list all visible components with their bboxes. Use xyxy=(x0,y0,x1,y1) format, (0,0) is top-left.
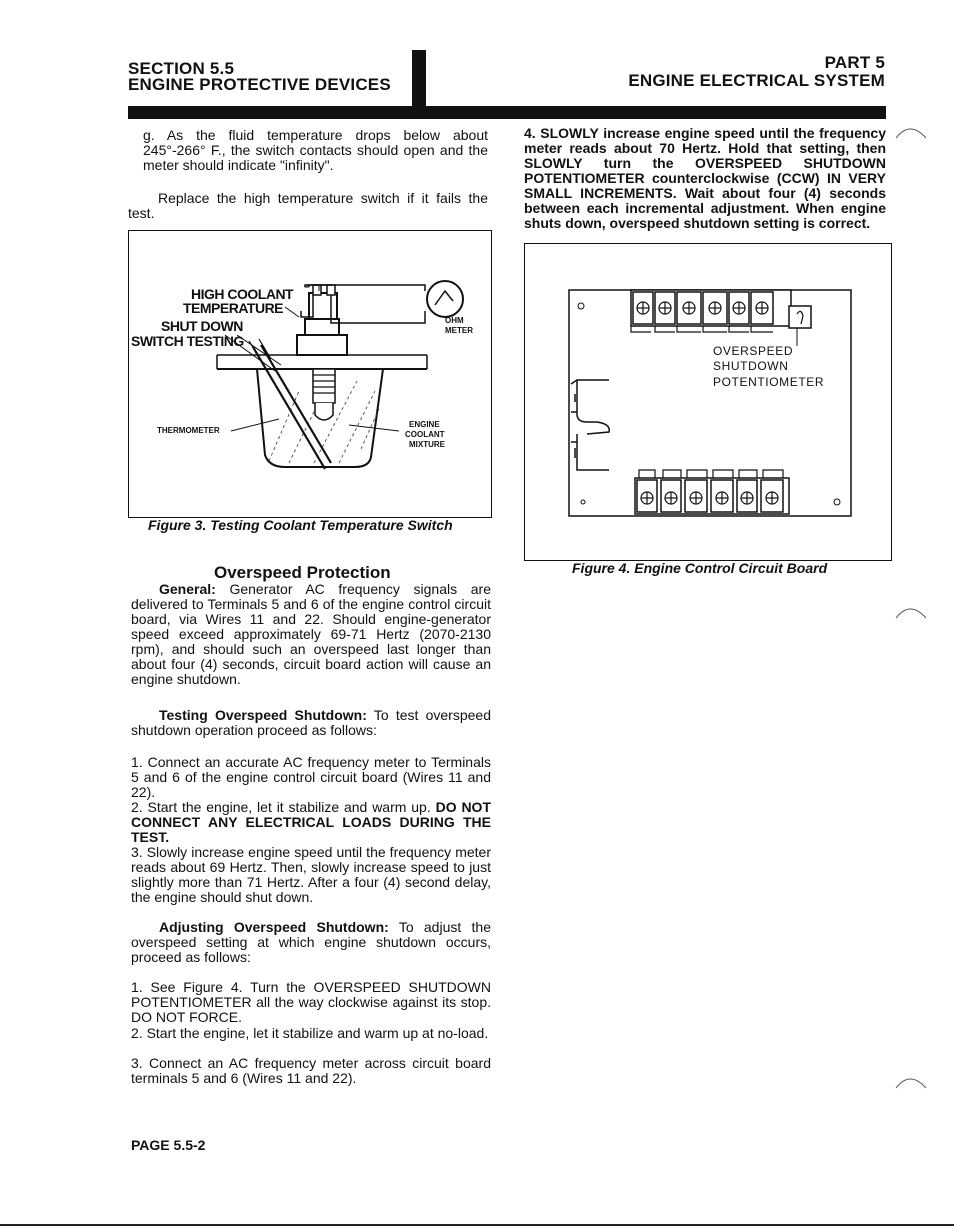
test-step-1: 1. Connect an accurate AC frequency meter to Terminals 5 and 6 of the engine control circuit board (Wires 11 and 22). xyxy=(131,754,491,800)
figure3-caption: Figure 3. Testing Coolant Temperature Switch xyxy=(148,517,453,533)
figure4-frame xyxy=(524,243,892,561)
testing-text: To test overspeed shutdown operation proceed as follows: xyxy=(131,707,491,738)
test-step-2-text: 2. Start the engine, let it stabilize and warm up. xyxy=(131,799,436,815)
general-paragraph xyxy=(131,582,491,687)
replace-paragraph: Replace the high temperature switch if it fails the test. xyxy=(128,190,488,221)
potentiometer-label-3: POTENTIOMETER xyxy=(713,375,825,389)
label-meter: METER xyxy=(445,326,473,335)
paragraph-g: g. As the fluid temperature drops below about 245°-266° F., the switch contacts should open and the meter should indicate "infinity". xyxy=(143,127,488,173)
label-temperature: TEMPERATURE xyxy=(183,300,284,316)
general-text: Generator AC frequency signals are delivered to Terminals 5 and 6 of the engine control circuit board, via Wires 11 and 22. Should engine-generator speed exceed approximately 69-71 Hertz (2070-2130 rpm), and should such an overspeed last longer than about four (4) seconds, circuit board action will cause an engine shutdown. xyxy=(131,581,491,687)
figure3-frame xyxy=(128,230,492,518)
potentiometer-label-1: OVERSPEED xyxy=(713,344,794,358)
label-engine: ENGINE xyxy=(409,420,440,429)
binder-hole-marks xyxy=(892,118,932,1118)
test-step-3: 3. Slowly increase engine speed until the frequency meter reads about 69 Hertz. Then, slowly increase speed to just slightly more than 71 Hertz. After a four (4) second delay, the engine should shut down. xyxy=(131,844,491,905)
test-step-2-warning: DO NOT CONNECT ANY ELECTRICAL LOADS DURING THE TEST. xyxy=(131,799,491,845)
general-lead: General: xyxy=(159,581,216,597)
part-number: PART 5 xyxy=(824,53,885,72)
potentiometer-label-2: SHUTDOWN xyxy=(713,359,789,373)
label-shut-down: SHUT DOWN xyxy=(161,318,243,334)
page-number: PAGE 5.5-2 xyxy=(131,1137,206,1153)
control-board-diagram xyxy=(525,244,891,560)
label-thermometer: THERMOMETER xyxy=(157,426,220,435)
label-switch-testing: SWITCH TESTING xyxy=(131,333,244,349)
section-number: SECTION 5.5 xyxy=(128,59,235,78)
adjust-step-3: 3. Connect an AC frequency meter across circuit board terminals 5 and 6 (Wires 11 and 22). xyxy=(131,1055,491,1086)
adjusting-paragraph xyxy=(131,920,491,965)
adjust-step-4: 4. SLOWLY increase engine speed until the frequency meter reads about 70 Hertz. Hold that setting, then SLOWLY turn the OVERSPEED SHUTDOWN POTENTIOMETER counterclockwise (CCW) IN VERY SMALL INCREMENTS. Wait about four (4) seconds between each incremental adjustment. When engine shuts down, overspeed shutdown setting is correct. xyxy=(524,125,886,231)
testing-lead: Testing Overspeed Shutdown: xyxy=(159,707,367,723)
footer-rule xyxy=(0,1224,954,1226)
adjust-step-2: 2. Start the engine, let it stabilize and warm up at no-load. xyxy=(131,1025,489,1041)
label-mixture: MIXTURE xyxy=(409,440,445,449)
adjust-step-1: 1. See Figure 4. Turn the OVERSPEED SHUTDOWN POTENTIOMETER all the way clockwise against its stop. DO NOT FORCE. xyxy=(131,979,491,1025)
label-high-coolant: HIGH COOLANT xyxy=(191,286,294,302)
figure4-caption: Figure 4. Engine Control Circuit Board xyxy=(572,560,828,576)
overspeed-heading: Overspeed Protection xyxy=(214,563,391,582)
testing-paragraph xyxy=(131,708,491,738)
test-step-2 xyxy=(131,800,491,845)
label-coolant: COOLANT xyxy=(405,430,445,439)
adjusting-text: To adjust the overspeed setting at which engine shutdown occurs, proceed as follows: xyxy=(131,919,491,965)
coolant-switch-diagram xyxy=(129,231,491,517)
label-ohm: OHM xyxy=(445,316,464,325)
section-title: ENGINE PROTECTIVE DEVICES xyxy=(128,75,391,94)
header-divider-bar xyxy=(412,50,426,114)
header-rule xyxy=(128,106,886,119)
adjusting-lead: Adjusting Overspeed Shutdown: xyxy=(159,919,389,935)
part-title: ENGINE ELECTRICAL SYSTEM xyxy=(628,71,885,90)
